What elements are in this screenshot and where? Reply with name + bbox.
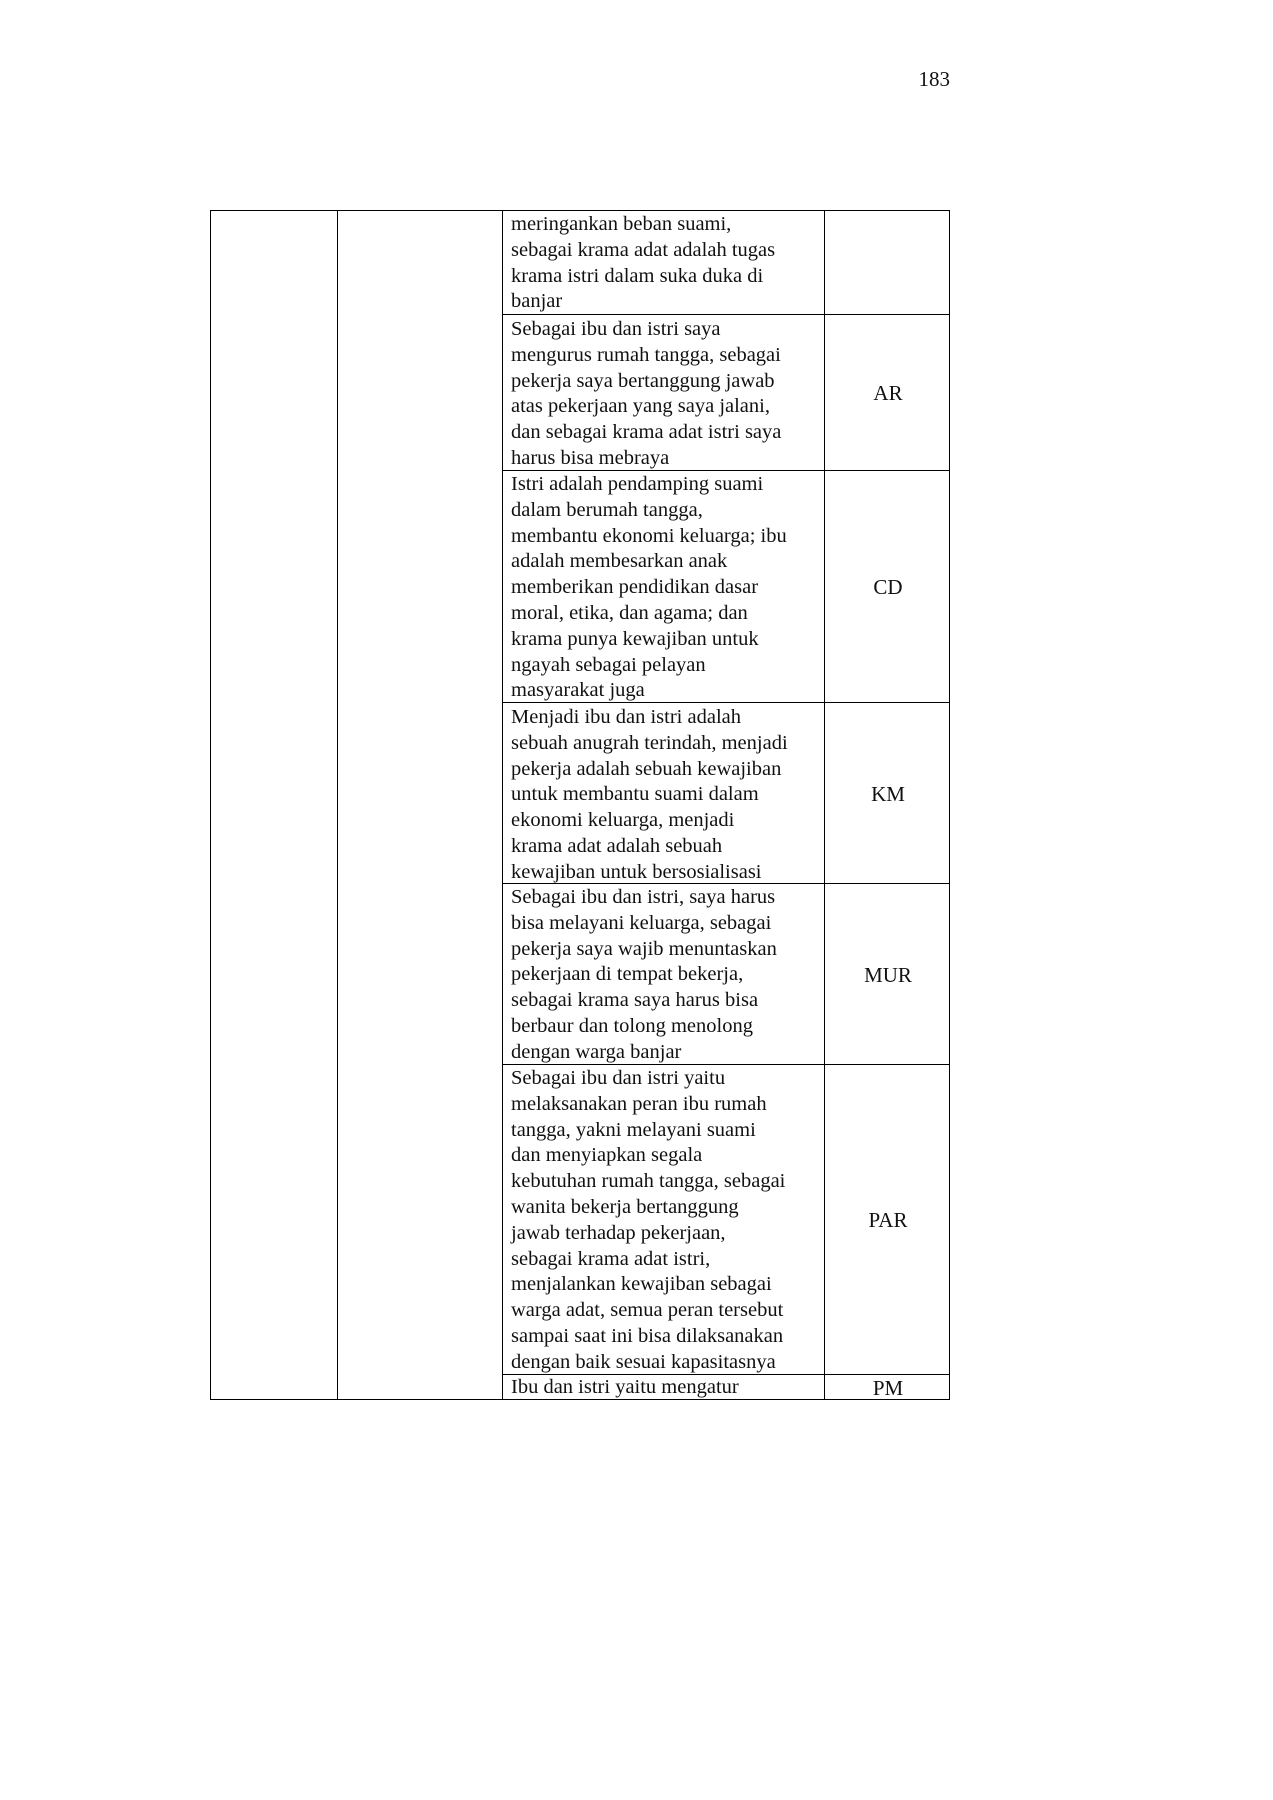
informant-code-cell: KM <box>871 782 905 806</box>
column-divider-3 <box>824 210 825 1400</box>
informant-code-cell: AR <box>873 381 903 405</box>
statement-cell: Istri adalah pendamping suami dalam berumah tangga, membantu ekonomi keluarga; ibu adalah membesarkan anak memberikan pendidikan dasar moral, etika, dan agama; dan krama punya kewajiban untuk ngayah sebagai pelayan masyarakat juga <box>511 473 787 702</box>
informant-code-cell: PM <box>872 1376 904 1400</box>
statement-cell: Sebagai ibu dan istri saya mengurus rumah tangga, sebagai pekerja saya bertanggung jawab atas pekerjaan yang saya jalani, dan sebagai krama adat istri saya harus bisa mebraya <box>511 318 782 469</box>
statement-cell: meringankan beban suami, sebagai krama adat adalah tugas krama istri dalam suka duka di banjar <box>511 213 776 313</box>
page-number: 183 <box>918 67 950 91</box>
column-divider-2 <box>502 210 503 1400</box>
statement-cell: Sebagai ibu dan istri yaitu melaksanakan peran ibu rumah tangga, yakni melayani suami dan menyiapkan segala kebutuhan rumah tangga, sebagai wanita bekerja bertanggung jawab terhadap pekerjaan, sebagai krama adat istri, menjalankan kewajiban sebagai warga adat, semua peran tersebut sampai saat ini bisa dilaksanakan dengan baik sesuai kapasitasnya <box>511 1067 786 1373</box>
column-divider-1 <box>337 210 338 1400</box>
informant-code-cell: PAR <box>868 1208 908 1232</box>
statement-cell: Ibu dan istri yaitu mengatur <box>511 1376 739 1398</box>
statement-cell: Sebagai ibu dan istri, saya harus bisa melayani keluarga, sebagai pekerja saya wajib menuntaskan pekerjaan di tempat bekerja, sebagai krama saya harus bisa berbaur dan tolong menolong dengan warga banjar <box>511 886 777 1063</box>
statement-cell: Menjadi ibu dan istri adalah sebuah anugrah terindah, menjadi pekerja adalah sebuah kewajiban untuk membantu suami dalam ekonomi keluarga, menjadi krama adat adalah sebuah kewajiban untuk bersosialisasi <box>511 706 788 883</box>
informant-code-cell: CD <box>873 575 903 599</box>
informant-code-cell: MUR <box>864 963 912 987</box>
